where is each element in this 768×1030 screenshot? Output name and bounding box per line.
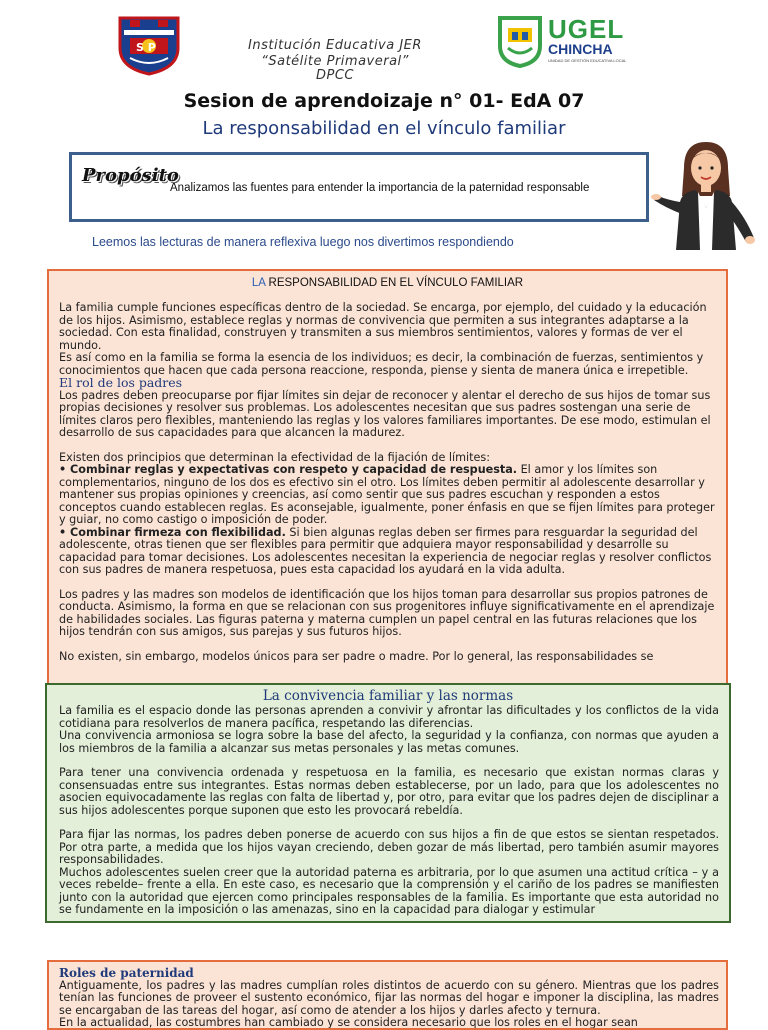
intro-instruction: Leemos las lecturas de manera reflexiva luego nos divertimos respondiendo — [92, 235, 514, 249]
reading-section-parenting-roles — [47, 960, 728, 1030]
subheading-parenting-roles: Roles de paternidad — [59, 966, 194, 980]
bullet-heading: • Combinar firmeza con flexibilidad. — [59, 525, 286, 539]
ugel-logo — [496, 14, 626, 70]
bullet-text: El amor y los límites son complementarios, ninguno de los dos es efectivo sin el otro. Los límites deben permitir al adolescente desarrollar y mantener sus propias opiniones y creencias, así como sentir que sus padres escuchan y responden a estos conceptos cuando establecen reglas. Es aconsejable, igualmente, poner énfasis en que se fijen límites para proteger y guiar, no como castigo o imposición de poder. — [59, 463, 715, 526]
section-title-rest: RESPONSABILIDAD EN EL VÍNCULO FAMILIAR — [265, 277, 524, 289]
bullet-heading: • Combinar reglas y expectativas con respeto y capacidad de respuesta. — [59, 463, 518, 476]
paragraph: La familia es el espacio donde las personas aprenden a convivir y afrontar las dificultades y los conflictos de la vida cotidiana para resolverlos de manera pacífica, respetando las diferencias. — [59, 704, 719, 730]
shield-text: S P — [136, 41, 156, 54]
section-title — [49, 277, 726, 289]
section-title-prefix: LA — [251, 277, 266, 289]
section-title: La convivencia familiar y las normas — [262, 688, 514, 704]
paragraph: Para fijar las normas, los padres deben ponerse de acuerdo con sus hijos a fin de que estos se sientan respetados. Por otra parte, a medida que los hijos vayan creciendo, deben gozar de más libertad, pero también asumir mayores responsabilidades. — [59, 828, 719, 866]
paragraph: Es así como en la familia se forma la esencia de los individuos; es decir, la combinación de fuerzas, sentimientos y conocimientos que hacen que cada persona reaccione, responda, piense y sienta de manera única e irrepetible. — [59, 351, 704, 377]
bullet-item — [59, 527, 719, 577]
paragraph: Para tener una convivencia ordenada y respetuosa en la familia, es necesario que existan normas claras y consensuadas entre sus integrantes. Estas normas deben establecerse, por un lado, para que los adolescentes no asocien equivocadamente las reglas con falta de libertad y, por otro, para evitar que los padres dejen de disciplinar a sus hijos adolescentes porque suponen que esto les provocará rebeldía. — [59, 766, 719, 817]
reading-section-family-norms — [45, 683, 731, 923]
section-body — [59, 967, 719, 1030]
bullet-item — [59, 464, 719, 527]
school-name: Institución Educativa JER — [248, 38, 422, 53]
purpose-text: Analizamos las fuentes para entender la importancia de la paternidad responsable — [170, 182, 590, 194]
reading-section-responsibility — [47, 269, 728, 689]
paragraph: Muchos adolescentes suelen creer que la autoridad paterna es arbitraria, por lo que asumen una actitud crítica – y a veces rebelde– frente a ella. En este caso, es necesario que la comprensión y el cariño de los padres se manifiesten junto con la autoridad que ejercen como principales responsables de la familia. Es importante que esta autoridad no se fundamente en la imposición o las amenazas, sino en la capacidad para dialogar y estimular — [59, 865, 719, 916]
paragraph: Antiguamente, los padres y las madres cumplían roles distintos de acuerdo con su género. Mientras que los padres tenían las funciones de proveer el sustento económico, fijar las normas del hogar e imponer la disciplina, las madres se encargaban de las tareas del hogar, así como de atender a los hijos y darles afecto y ternura. — [59, 978, 719, 1017]
school-shield-logo — [116, 14, 182, 76]
paragraph: No existen, sin embargo, modelos únicos para ser padre o madre. Por lo general, las responsabilidades se — [59, 649, 654, 663]
paragraph: Existen dos principios que determinan la efectividad de la fijación de límites: — [59, 450, 491, 464]
ugel-emblem-icon — [496, 14, 544, 68]
ugel-name: UGEL — [548, 14, 625, 44]
paragraph: Los padres y las madres son modelos de identificación que los hijos toman para desarrollar sus propios patrones de conducta. Asimismo, la forma en que se relacionan con sus progenitores influye significativamente en el aprendizaje de habilidades sociales. Las figuras paterna y materna cumplen un papel central en las futuras relaciones que los hijos tendrán con sus amigos, sus parejas y sus futuros hijos. — [59, 587, 715, 638]
purpose-tag: Propósito — [82, 165, 179, 186]
section-body — [59, 705, 719, 917]
subheading-parents-role: El rol de los padres — [59, 375, 183, 390]
session-title: Sesion de aprendoizaje n° 01- EdA 07 — [183, 90, 585, 112]
paragraph: En la actualidad, las costumbres han cambiado y se considera necesario que los roles en el hogar sean — [59, 1016, 638, 1029]
session-subtitle: La responsabilidad en el vínculo familiar — [202, 118, 566, 139]
ugel-city: CHINCHA — [548, 41, 613, 57]
bullet-text: Si bien algunas reglas deben ser firmes para resguardar la seguridad del adolescente, otras tienen que ser flexibles para permitir que adquiera mayor responsabilidad y desarrolle su capacidad para tomar decisiones. Los adolescentes necesitan la experiencia de negociar reglas y resolver conflictos con sus padres de manera respetuosa, pues esta capacidad los ayudará en la vida adulta. — [59, 525, 712, 576]
paragraph: La familia cumple funciones específicas dentro de la sociedad. Se encarga, por ejemplo, del cuidado y la educación de los hijos. Asimismo, establece reglas y normas de convivencia que permiten a sus integrantes adaptarse a la sociedad. Con esta finalidad, construyen y transmiten a sus miembros sentimientos, valores y formas de ver el mundo. — [59, 301, 707, 352]
school-nickname: “Satélite Primaveral” — [261, 54, 409, 69]
teacher-illustration — [650, 138, 760, 250]
paragraph: Una convivencia armoniosa se logra sobre la base del afecto, la seguridad y la confianza, con normas que ayuden a los miembros de la familia a alcanzar sus metas personales y las metas comunes. — [59, 729, 719, 755]
ugel-caption: UNIDAD DE GESTIÓN EDUCATIVA LOCAL — [548, 58, 627, 63]
paragraph: Los padres deben preocuparse por fijar límites sin dejar de reconocer y alentar el derecho de sus hijos de tomar sus propias decisiones y resolver sus problemas. Los adolescentes necesitan que sus padres sostengan una serie de límites claros pero flexibles, manteniendo las reglas y los valores familiares importantes. De ese modo, estimulan el desarrollo de sus capacidades para que alcancen la madurez. — [59, 388, 711, 439]
course-name: DPCC — [315, 68, 354, 83]
section-body — [59, 302, 719, 663]
purpose-box — [69, 152, 649, 222]
